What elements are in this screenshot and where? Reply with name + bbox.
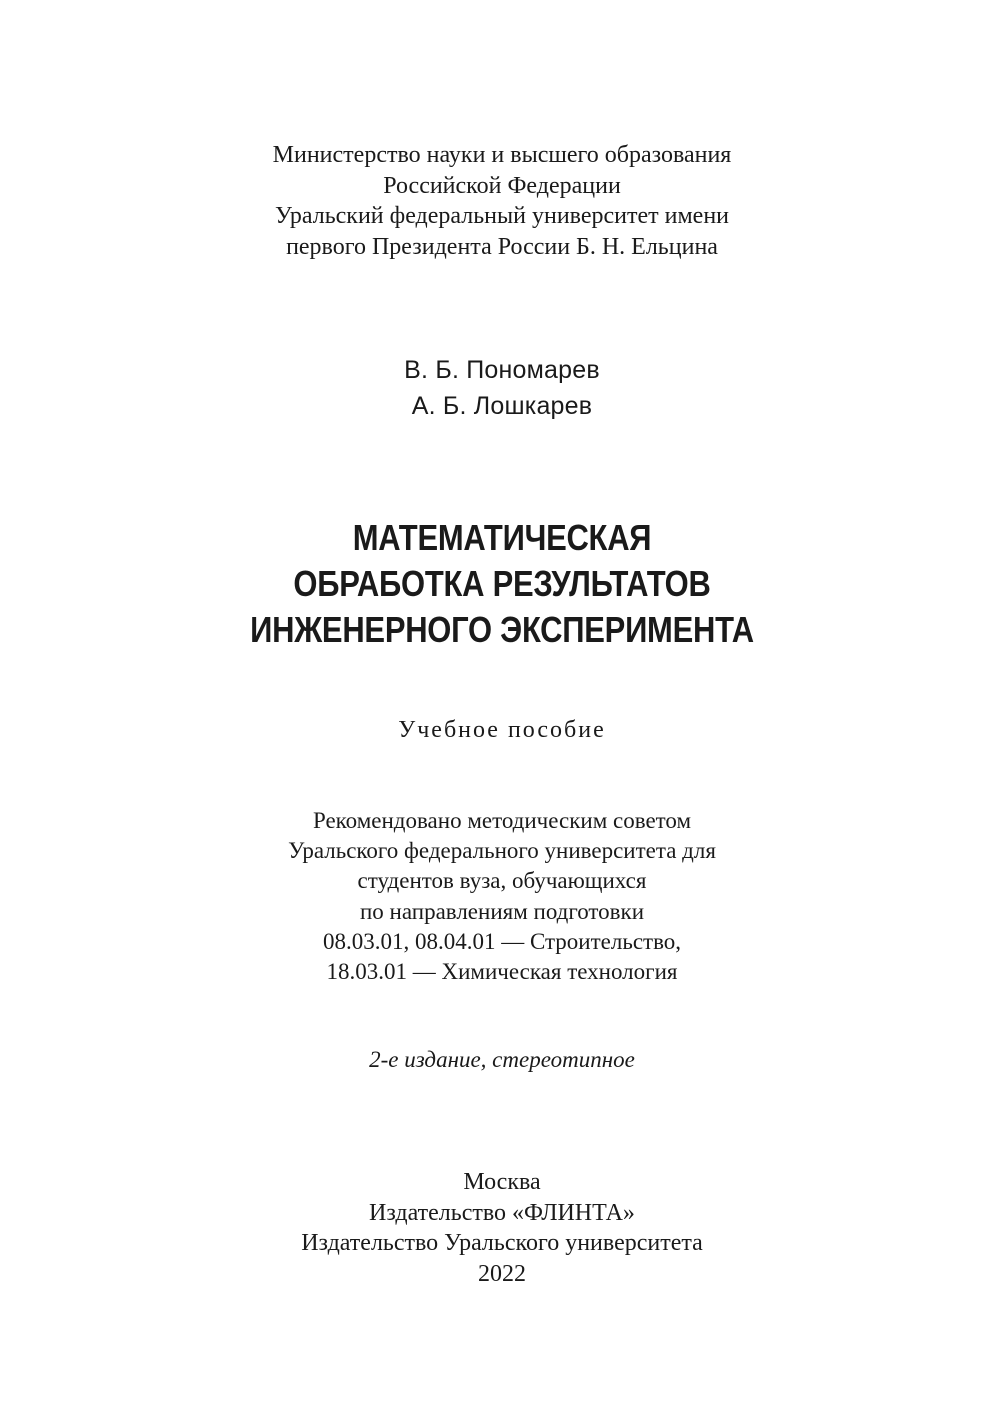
recommendation-line-2: Уральского федерального университета для	[288, 838, 716, 864]
institution-line-3: Уральский федеральный университет имени	[274, 203, 730, 229]
book-title	[70, 515, 933, 653]
institution-line-4: первого Президента России Б. Н. Ельцина	[286, 233, 718, 260]
publisher	[0, 1167, 1004, 1289]
publisher-name-1: Издательство «ФЛИНТА»	[369, 1199, 635, 1226]
recommendation-line-5: 08.03.01, 08.04.01 — Строительство,	[322, 928, 682, 954]
publisher-name-2: Издательство Уральского университета	[301, 1230, 703, 1256]
author-2: А. Б. Лошкарев	[411, 392, 593, 420]
institution-line-1: Министерство науки и высшего образования	[272, 142, 732, 168]
edition	[0, 1045, 1004, 1075]
institution-line-2: Российской Федерации	[383, 172, 621, 199]
institution-header	[0, 140, 1004, 262]
title-line-1: МАТЕМАТИЧЕСКАЯ	[352, 517, 652, 558]
title-line-2: ОБРАБОТКА РЕЗУЛЬТАТОВ	[293, 563, 711, 604]
subtitle	[0, 714, 1004, 746]
recommendation-line-6: 18.03.01 — Химическая технология	[326, 959, 678, 985]
title-line-3: ИНЖЕНЕРНОГО ЭКСПЕРИМЕНТА	[250, 609, 754, 650]
publication-year: 2022	[478, 1260, 526, 1287]
recommendation-line-4: по направлениям подготовки	[359, 898, 645, 924]
author-1: В. Б. Пономарев	[404, 356, 600, 384]
subtitle-text: Учебное пособие	[398, 717, 606, 743]
authors	[0, 352, 1004, 424]
recommendation	[0, 806, 1004, 987]
publisher-city: Москва	[463, 1169, 541, 1195]
recommendation-line-3: студентов вуза, обучающихся	[357, 868, 647, 894]
recommendation-line-1: Рекомендовано методическим советом	[312, 808, 692, 833]
edition-text: 2-е издание, стереотипное	[369, 1047, 635, 1072]
